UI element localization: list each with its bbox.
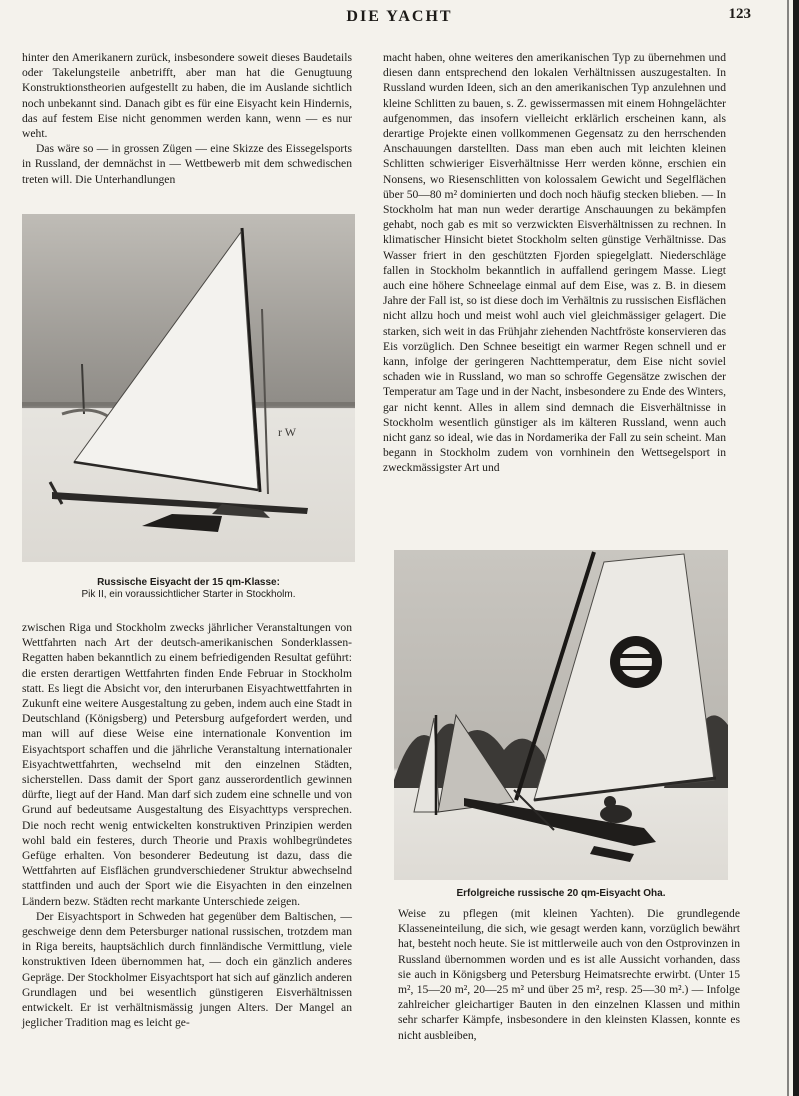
left-column-top [22,50,352,187]
paragraph: macht haben, ohne weiteres den amerikanischen Typ zu übernehmen und diesen dann entsprechend den lokalen Verhältnissen auszugestalten. In Russland wurden Ideen, sich an den amerikanischen Typ anzulehnen und kleine Schlitten zu bauen, s. Z. gewissermassen mit einem Hohngelächter aufgenommen, das insofern vielleicht erklärlich erscheinen kann, als derartige Projekte einen vollkommenen Gegensatz zu den herrschenden Anschauungen darstellten. Dass man eben auch mit leichten kleinen Schlitten schwieriger Eisverhältnisse Herr werden könne, erschien ein Nonsens, wo Riesenschlitten von kolossalem Gewicht und Segelflächen über 50—80 m² dominierten und doch noch häufig stecken blieben. — In Stockholm hat man nun weder derartige Anschauungen zu bekämpfen gehabt, noch gab es mit so verzwickten Eisverhältnissen zu rechnen. In klimatischer Hinsicht bietet Stockholm selten günstige Verhältnisse. Das Wasser friert in den geschützten Fjorden spiegelglatt. Niederschläge fallen in Stockholm bekanntlich in auffallend geringem Masse. Liegt auch eine höhere Schneelage einmal auf dem Eise, was z. B. in diesem Jahre der Fall ist, so ist diese doch im Verhältnis zu russischen Eisflächen nicht allzu hoch und meist wohl auch viel gleichmässiger gelagert. Die starken, sich weit in das Frühjahr ziehenden Nachtfröste konservieren das Eis vorzüglich. Den Schnee beseitigt ein warmer Regen schnell und er kann, infolge der geringeren Nachttemperatur, dem Eise nicht soviel schaden wie in Russland, wo man so schroffe Gegensätze zwischen der Temperatur am Tage und in der Nacht, insbesondere zu Ende des Winters, gar nicht kennt. Alles in allem sind demnach die Eisverhältnisse in Stockholm wesentlich günstiger als im kälteren Russland, wenn auch nicht ganz so ideal, wie das in Nordamerika der Fall zu sein scheint. Man begann in Stockholm zudem von vornhinein den Wettsegelsport in zweckmässigster Art und [383,51,726,475]
ice-yacht-pik-ii-image [22,214,355,562]
photo-ice-yacht-oha [394,550,728,880]
figure-caption-2: Erfolgreiche russische 20 qm-Eisyacht Oha. [456,888,666,899]
svg-text:r W: r W [278,425,297,439]
paragraph: hinter den Amerikanern zurück, insbesondere soweit dieses Baudetails oder Takelungsteile anbetrifft, aber man hat die Genugtuung Konstruktionstheorien aufgestellt zu haben, die im Auslande sichtlich noch unbekannt sind. Danach gibt es für eine Eisyacht kein Hindernis, das auf festem Eise nicht genommen werden kann, wenn — es nur weht. [22,51,352,141]
paragraph: zwischen Riga und Stockholm zwecks jährlicher Veranstaltungen von Wettfahrten nach Art der deutsch-amerikanischen Sonderklassen-Regatten haben bekanntlich zu einem befriedigenden Resultat geführt: die ersten derartigen Wettfahrten finden Ende Februar in Stockholm statt. Es liegt die Absicht vor, den interurbanen Eisyachtwettfahrten in Zukunft eine weitere Ausgestaltung zu geben, indem auch eine Stadt in Deutschland (Königsberg) und Petersburg aufgefordert werden, und man will auf diese Weise eine internationale Konvention im Eisyachtsport schaffen und die jährliche Veranstaltung internationaler Eisyachtwettfahrten, wechselnd mit den einzelnen Städten, sicherstellen. Dass damit der Sport ganz ausserordentlich gewinnen dürfte, liegt auf der Hand. Man darf sich zudem eine schnelle und von Grund auf bedeutsame Ausgestaltung des Eisyachttyps versprechen. Die noch recht wenig entwickelten konstruktiven Prinzipien werden wohl bald ein festeres, durch Theorie und Praxis wohlbegründetes Gefüge erhalten. Von besonderer Bedeutung ist dazu, dass die Wettfahrten auf Eisflächen grundverschiedener Struktur abwechselnd stattfinden und auch der Sport wie die Eisyachten in den einzelnen Ländern bezw. Städten recht markante Unterschiede zeigen. [22,621,353,908]
paragraph: Weise zu pflegen (mit kleinen Yachten). Die grundlegende Klasseneinteilung, die sich, wie gesagt werden kann, vorzüglich bewährt hat, besteht noch heute. Sie ist mittlerweile auch von den Ostprovinzen in Russland übernommen worden und es ist alle Aussicht vorhanden, dass sie auch in Königsberg und Petersburg Heimatsrechte erwirbt. (Unter 15 m², 15—20 m², 20—25 m² und über 25 m², resp. 25—30 m².) — Infolge zahlreicher gleichartiger Bauten in den einzelnen Klassen und mithin sehr scharfer Kämpfe, insbesondere in den kleinsten Klassen, konnte es nicht ausbleiben, [398,907,740,1042]
right-column-top [383,50,726,476]
right-column-bottom [398,906,740,1043]
photo-ice-yacht-pik-ii [22,214,355,562]
figure-caption-1 [22,577,355,601]
page-edge [793,0,799,1096]
paragraph: Der Eisyachtsport in Schweden hat gegenüber dem Baltischen, — geschweige denn dem Petersburger national russischen, trotzdem man in Riga bereits, hauptsächlich durch finnländische Vermittlung, viele konstruktiven Ideen übernommen hat, — doch ein gänzlich anderes Gepräge. Der Stockholmer Eisyachtsport hat sich auf gänzlich anderen Grundlagen und bei wesentlich günstigeren Eisverhältnissen entwickelt. Er ist verhältnismässig jungen Alters. Der Mangel an jeglicher Tradition mag es leicht ge- [22,909,352,1030]
journal-title: DIE YACHT [346,8,453,25]
left-column-bottom [22,620,352,1030]
caption-line: Pik II, ein voraussichtlicher Starter in Stockholm. [81,589,296,600]
page-edge-shadow [787,0,789,1096]
paragraph: Das wäre so — in grossen Zügen — eine Skizze des Eissegelsports in Russland, der demnächst in — Wettbewerb mit dem schwedischen treten will. Die Unterhandlungen [22,142,352,186]
caption-line: Russische Eisyacht der 15 qm-Klasse: [97,577,280,588]
page-number: 123 [728,6,751,22]
ice-yacht-oha-image [394,550,728,880]
